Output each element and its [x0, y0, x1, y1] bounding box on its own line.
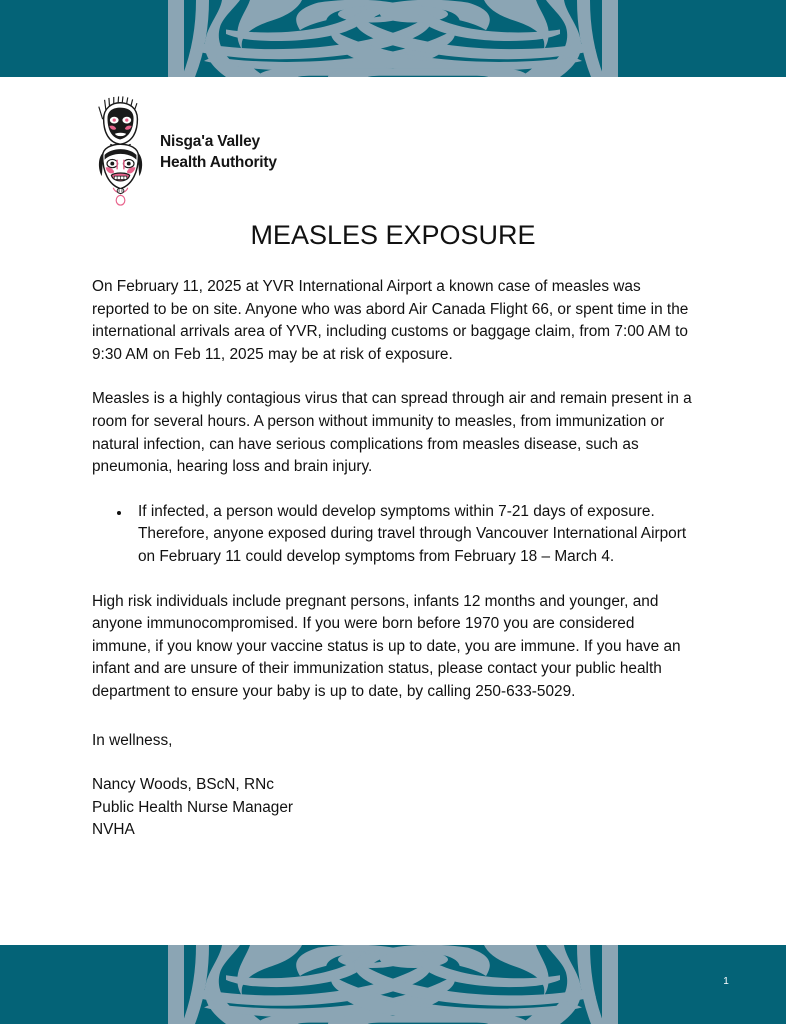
- nisgaa-mask-icon: [92, 96, 150, 208]
- paragraph-high-risk: High risk individuals include pregnant persons, infants 12 months and younger, and anyone immunocompromised. If you were born before 1970 you are considered immune, if you know your vaccine status is up to date, you are immune. If you have an infant and are unsure of their immunization status, please contact your public health department to ensure your baby is up to date, by calling 250-633-5029.: [92, 592, 681, 700]
- header-formline-pattern: [0, 0, 786, 77]
- organization-logo: [92, 96, 277, 208]
- header-banner: [0, 0, 786, 77]
- footer-formline-pattern: [0, 945, 786, 1024]
- footer-banner: [0, 945, 786, 1024]
- paragraph-exposure-details: On February 11, 2025 at YVR International Airport a known case of measles was reported to be on site. Anyone who was abord Air Canada Flight 66, or spent time in the international arrivals area of YVR, including customs or baggage claim, from 7:00 AM to 9:30 AM on Feb 11, 2025 may be at risk of exposure.: [92, 278, 689, 363]
- signer-name: Nancy Woods, BScN, RNc: [92, 776, 274, 794]
- signature-spacer: [92, 752, 696, 774]
- page-number: 1: [723, 976, 729, 987]
- signature-block: [92, 730, 696, 842]
- symptoms-bullet-list: [92, 501, 696, 569]
- signer-title: Public Health Nurse Manager: [92, 798, 294, 816]
- closing-salutation: In wellness,: [92, 731, 173, 749]
- organization-name-line1: Nisga'a Valley: [160, 133, 260, 150]
- document-body: [92, 276, 696, 842]
- organization-name-line2: Health Authority: [160, 154, 277, 171]
- paragraph-measles-info: Measles is a highly contagious virus that can spread through air and remain present in a room for several hours. A person without immunity to measles, from immunization or natural infection, can have serious complications from measles disease, such as pneumonia, hearing loss and brain injury.: [92, 390, 692, 476]
- page-title: MEASLES EXPOSURE: [250, 220, 536, 250]
- list-item: If infected, a person would develop symptoms within 7-21 days of exposure. Therefore, anyone exposed during travel through Vancouver International Airport on February 11 could develop symptoms from February 18 – March 4.: [92, 501, 696, 569]
- organization-name: [160, 131, 277, 173]
- signer-organization: NVHA: [92, 821, 135, 839]
